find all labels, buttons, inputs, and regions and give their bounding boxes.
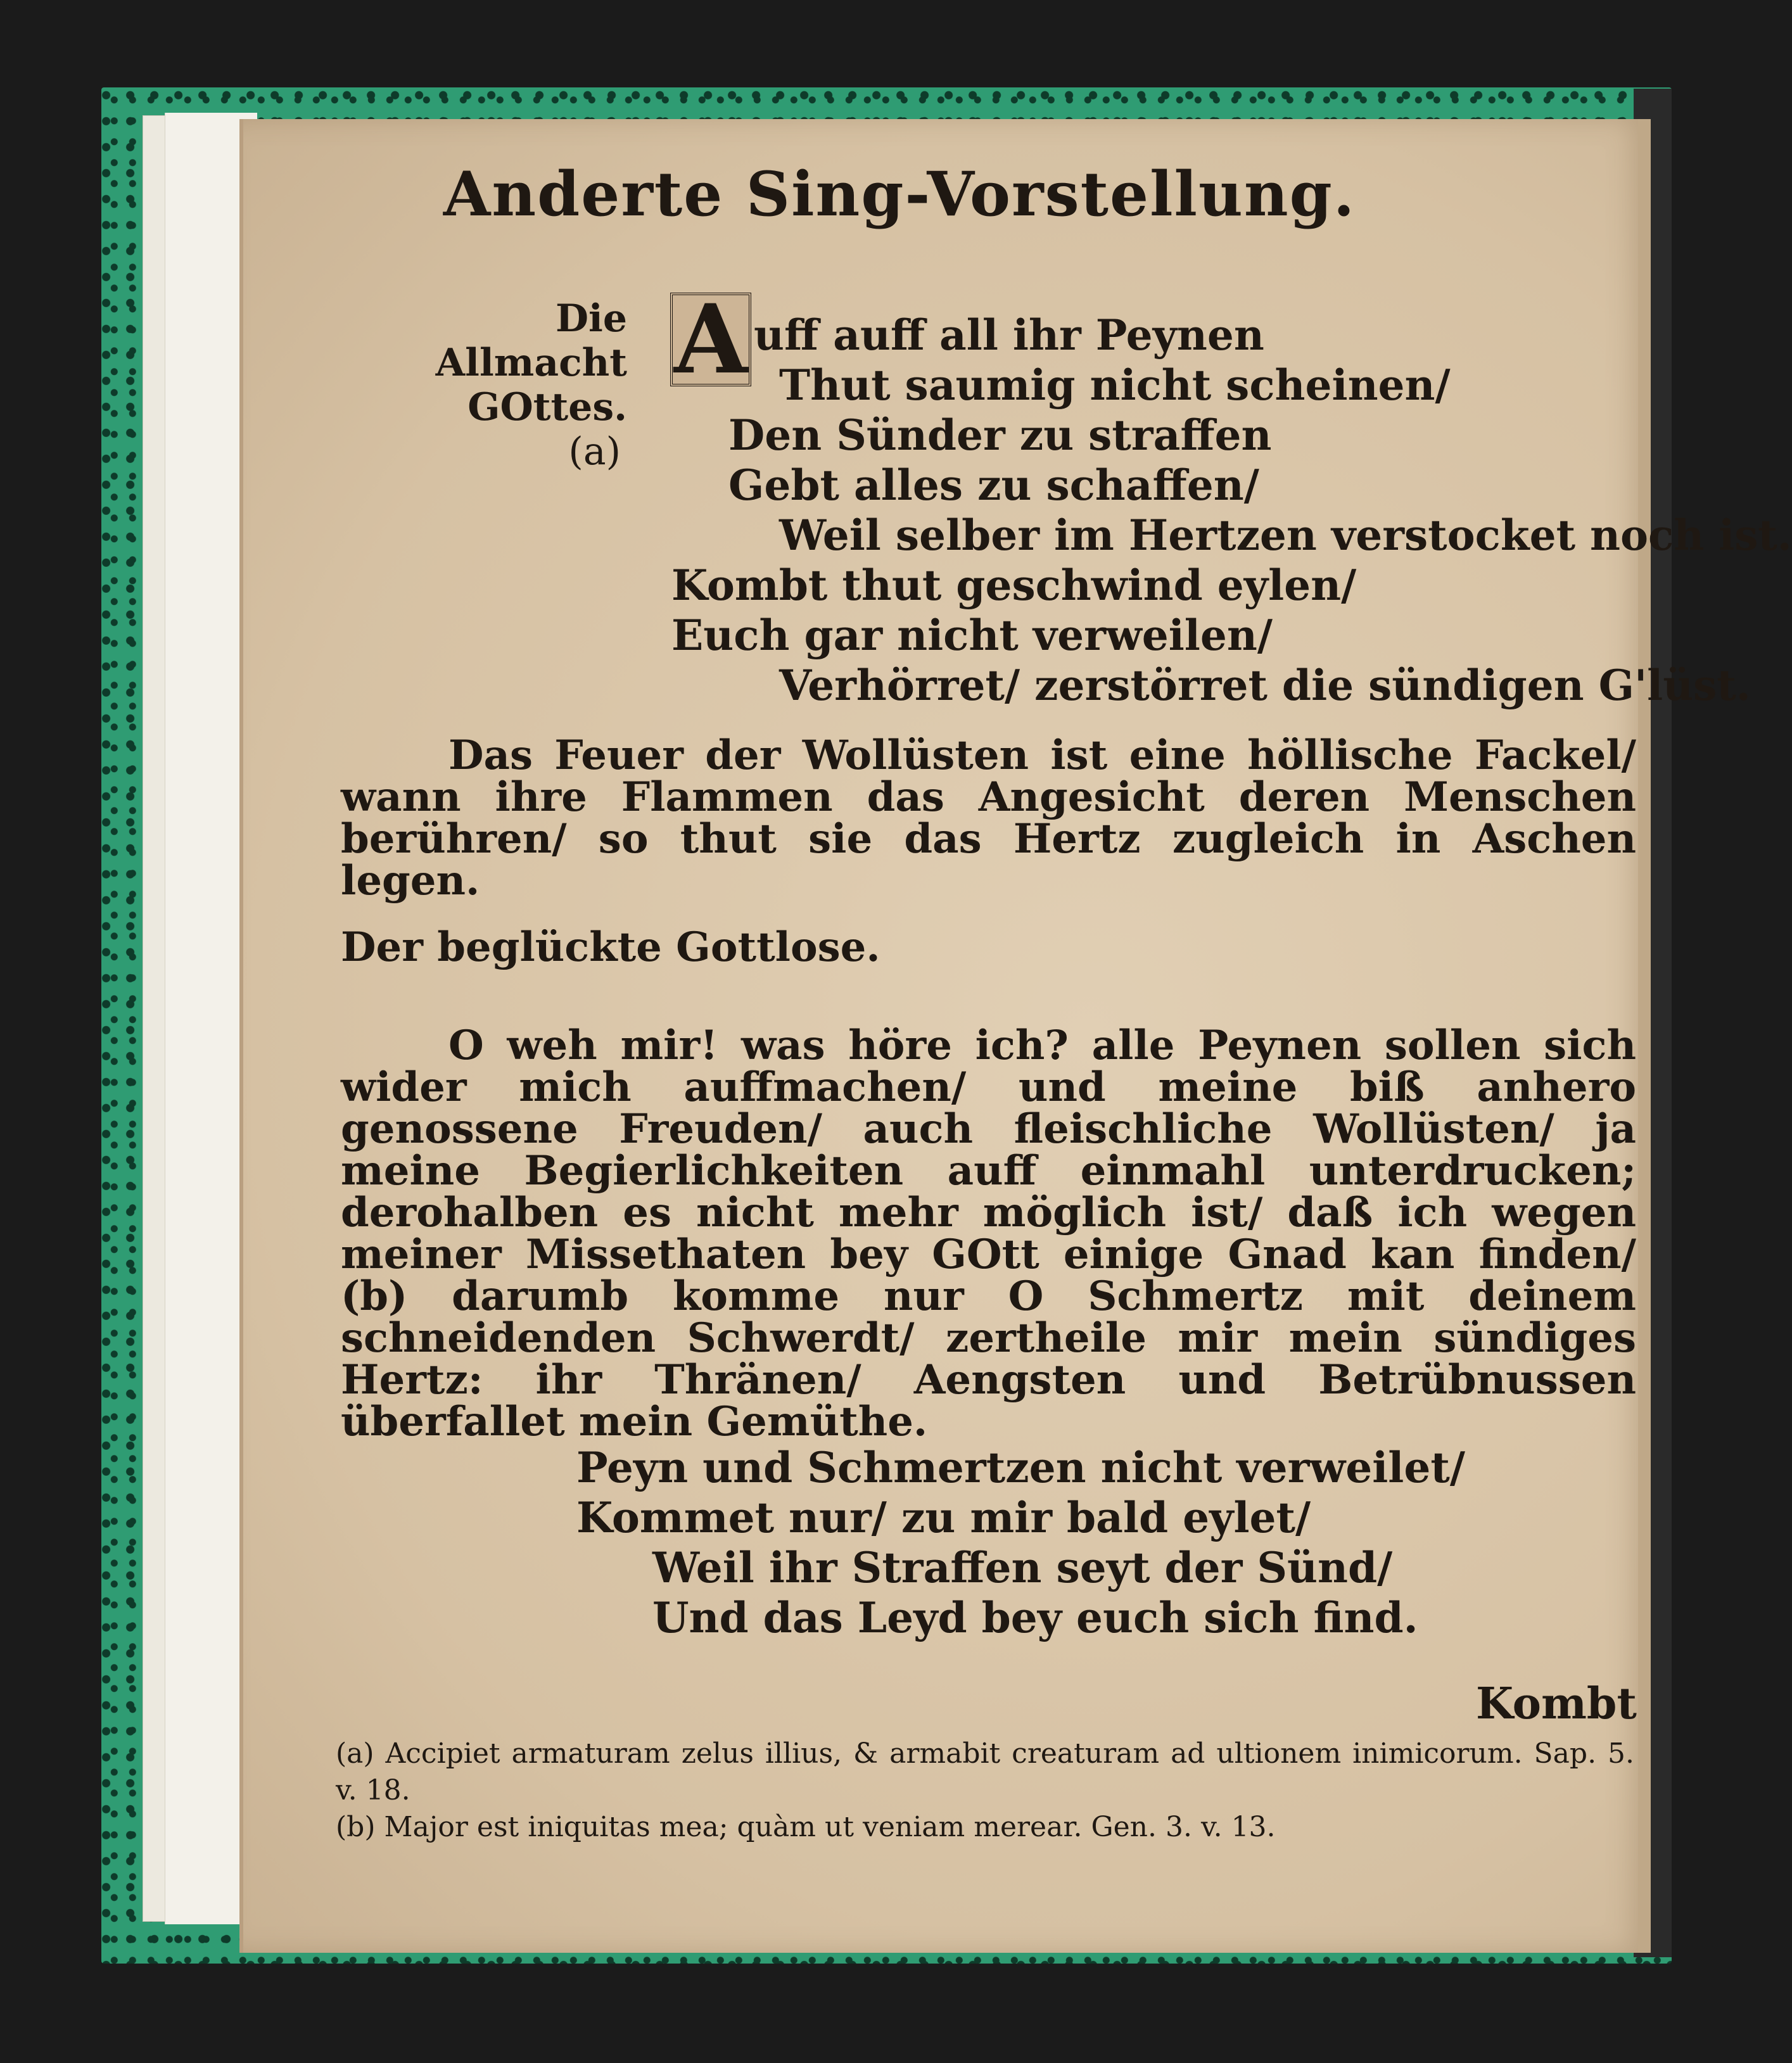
paragraph-1: Das Feuer der Wollüsten ist eine höllische Fackel/ wann ihre Flammen das Angesicht deren Menschen berühren/ so thut sie das Hertz zugleich in Aschen legen.	[341, 732, 1636, 905]
verse-line: Kombt thut geschwind eylen/	[671, 561, 1357, 610]
page-gutter	[1638, 119, 1651, 1953]
footnotes	[336, 1736, 1634, 1846]
verse-line: Thut saumig nicht scheinen/	[779, 360, 1451, 410]
verse-line: Verhörret/ zerstörret die sündigen G'lüst.	[779, 661, 1751, 710]
footnote-b: (b) Major est iniquitas mea; quàm ut veniam merear. Gen. 3. v. 13.	[336, 1811, 1276, 1843]
verse-line: Kommet nur/ zu mir bald eylet/	[576, 1493, 1311, 1542]
paragraph-2: O weh mir! was höre ich? alle Peynen sollen sich wider mich auffmachen/ und meine biß anhero genossene Freuden/ auch fleischliche Wollüsten/ ja meine Begierlichkeiten auff einmahl unterdrucken; derohalben es nicht mehr möglich ist/ daß ich wegen meiner Missethaten bey GOtt einige Gnad kan finden/ (b) darumb komme nur O Schmertz mit deinem schneidenden Schwerdt/ zertheile mir mein sündiges Hertz: ihr Thränen/ Aengsten und Betrübnussen überfallet mein Gemüthe.	[341, 1022, 1636, 1445]
drop-cap-initial: A	[670, 293, 751, 386]
verse-line: Weil selber im Hertzen verstocket noch ist.	[779, 511, 1792, 560]
verse-line: Euch gar nicht verweilen/	[671, 611, 1273, 660]
verse-line: Gebt alles zu schaffen/	[728, 460, 1259, 510]
section-heading: Der beglückte Gottlose.	[341, 924, 880, 971]
marginal-note	[355, 296, 627, 474]
verse-line: Peyn und Schmertzen nicht verweilet/	[576, 1443, 1465, 1492]
page-title: Anderte Sing-Vorstellung.	[443, 158, 1356, 230]
marginal-note-line2: GOttes.	[467, 385, 627, 429]
footnote-ref-a: (a)	[568, 429, 621, 474]
verse-line: Weil ihr Straffen seyt der Sünd/	[652, 1543, 1393, 1592]
verse-line: Den Sünder zu straffen	[728, 410, 1272, 460]
catchword: Kombt	[1476, 1679, 1637, 1729]
verse-line: uff auff all ihr Peynen	[754, 310, 1264, 360]
marginal-note-line1: Die Allmacht	[435, 296, 627, 385]
footnote-a: (a) Accipiet armaturam zelus illius, & armabit creaturam ad ultionem inimicorum. Sap. 5. v. 18.	[336, 1737, 1634, 1806]
verse-line: Und das Leyd bey euch sich find.	[652, 1593, 1418, 1642]
